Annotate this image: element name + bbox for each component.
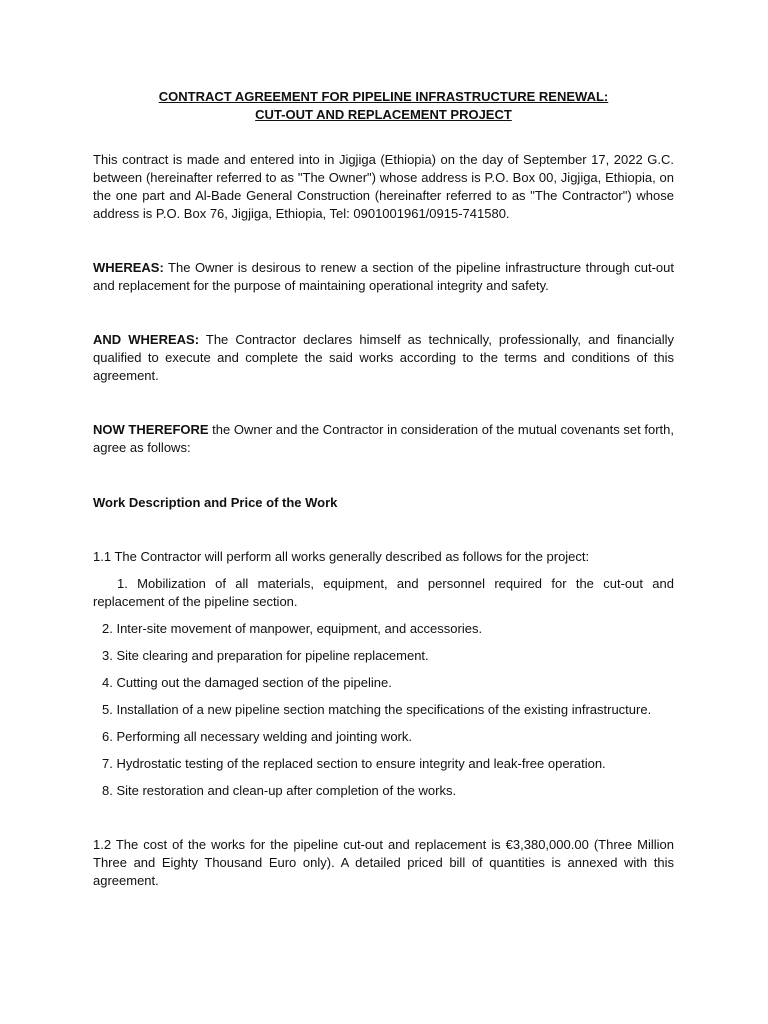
whereas-label: WHEREAS: xyxy=(93,260,164,275)
title-line-2: CUT-OUT AND REPLACEMENT PROJECT xyxy=(255,107,512,122)
works-list xyxy=(93,575,674,800)
list-item: 4. Cutting out the damaged section of the pipeline. xyxy=(102,675,392,690)
and-whereas-paragraph xyxy=(93,331,674,385)
now-therefore-label: NOW THEREFORE xyxy=(93,422,209,437)
clause-1-1: 1.1 The Contractor will perform all works generally described as follows for the project: xyxy=(93,549,590,564)
list-item: 3. Site clearing and preparation for pipeline replacement. xyxy=(102,648,429,663)
now-therefore-text: the Owner and the Contractor in consideration of the mutual covenants set forth, agree as follows: xyxy=(93,422,674,455)
title-line-1: CONTRACT AGREEMENT FOR PIPELINE INFRASTRUCTURE RENEWAL: xyxy=(158,89,609,104)
whereas-paragraph xyxy=(93,259,674,295)
list-item: 6. Performing all necessary welding and jointing work. xyxy=(102,729,412,744)
document-title xyxy=(93,88,674,124)
and-whereas-text: The Contractor declares himself as technically, professionally, and financially qualified to execute and complete the said works according to the terms and conditions of this agreement. xyxy=(93,332,674,383)
list-item: 8. Site restoration and clean-up after completion of the works. xyxy=(102,783,457,798)
intro-paragraph: This contract is made and entered into in Jigjiga (Ethiopia) on the day of September 17, 2022 G.C. between (hereinafter referred to as "The Owner") whose address is P.O. Box 00, Jigjiga, Ethiopia, on the one part and Al-Bade General Construction (hereinafter referred to as "The Contractor") whose address is P.O. Box 76, Jigjiga, Ethiopia, Tel: 0901001961/0915-741580. xyxy=(93,152,674,221)
clause-1-2: 1.2 The cost of the works for the pipeline cut-out and replacement is €3,380,000.00 (Three Million Three and Eighty Thousand Euro only). A detailed priced bill of quantities is annexed with this agreement. xyxy=(93,837,674,888)
list-item: 5. Installation of a new pipeline section matching the specifications of the existing infrastructure. xyxy=(102,702,652,717)
section-heading: Work Description and Price of the Work xyxy=(93,495,338,510)
list-item: 7. Hydrostatic testing of the replaced section to ensure integrity and leak-free operation. xyxy=(102,756,606,771)
whereas-text: The Owner is desirous to renew a section of the pipeline infrastructure through cut-out and replacement for the purpose of maintaining operational integrity and safety. xyxy=(93,260,674,293)
and-whereas-label: AND WHEREAS: xyxy=(93,332,200,347)
now-therefore-paragraph xyxy=(93,421,674,457)
list-item: 2. Inter-site movement of manpower, equipment, and accessories. xyxy=(102,621,483,636)
list-item: 1. Mobilization of all materials, equipment, and personnel required for the cut-out and replacement of the pipeline section. xyxy=(93,576,674,609)
